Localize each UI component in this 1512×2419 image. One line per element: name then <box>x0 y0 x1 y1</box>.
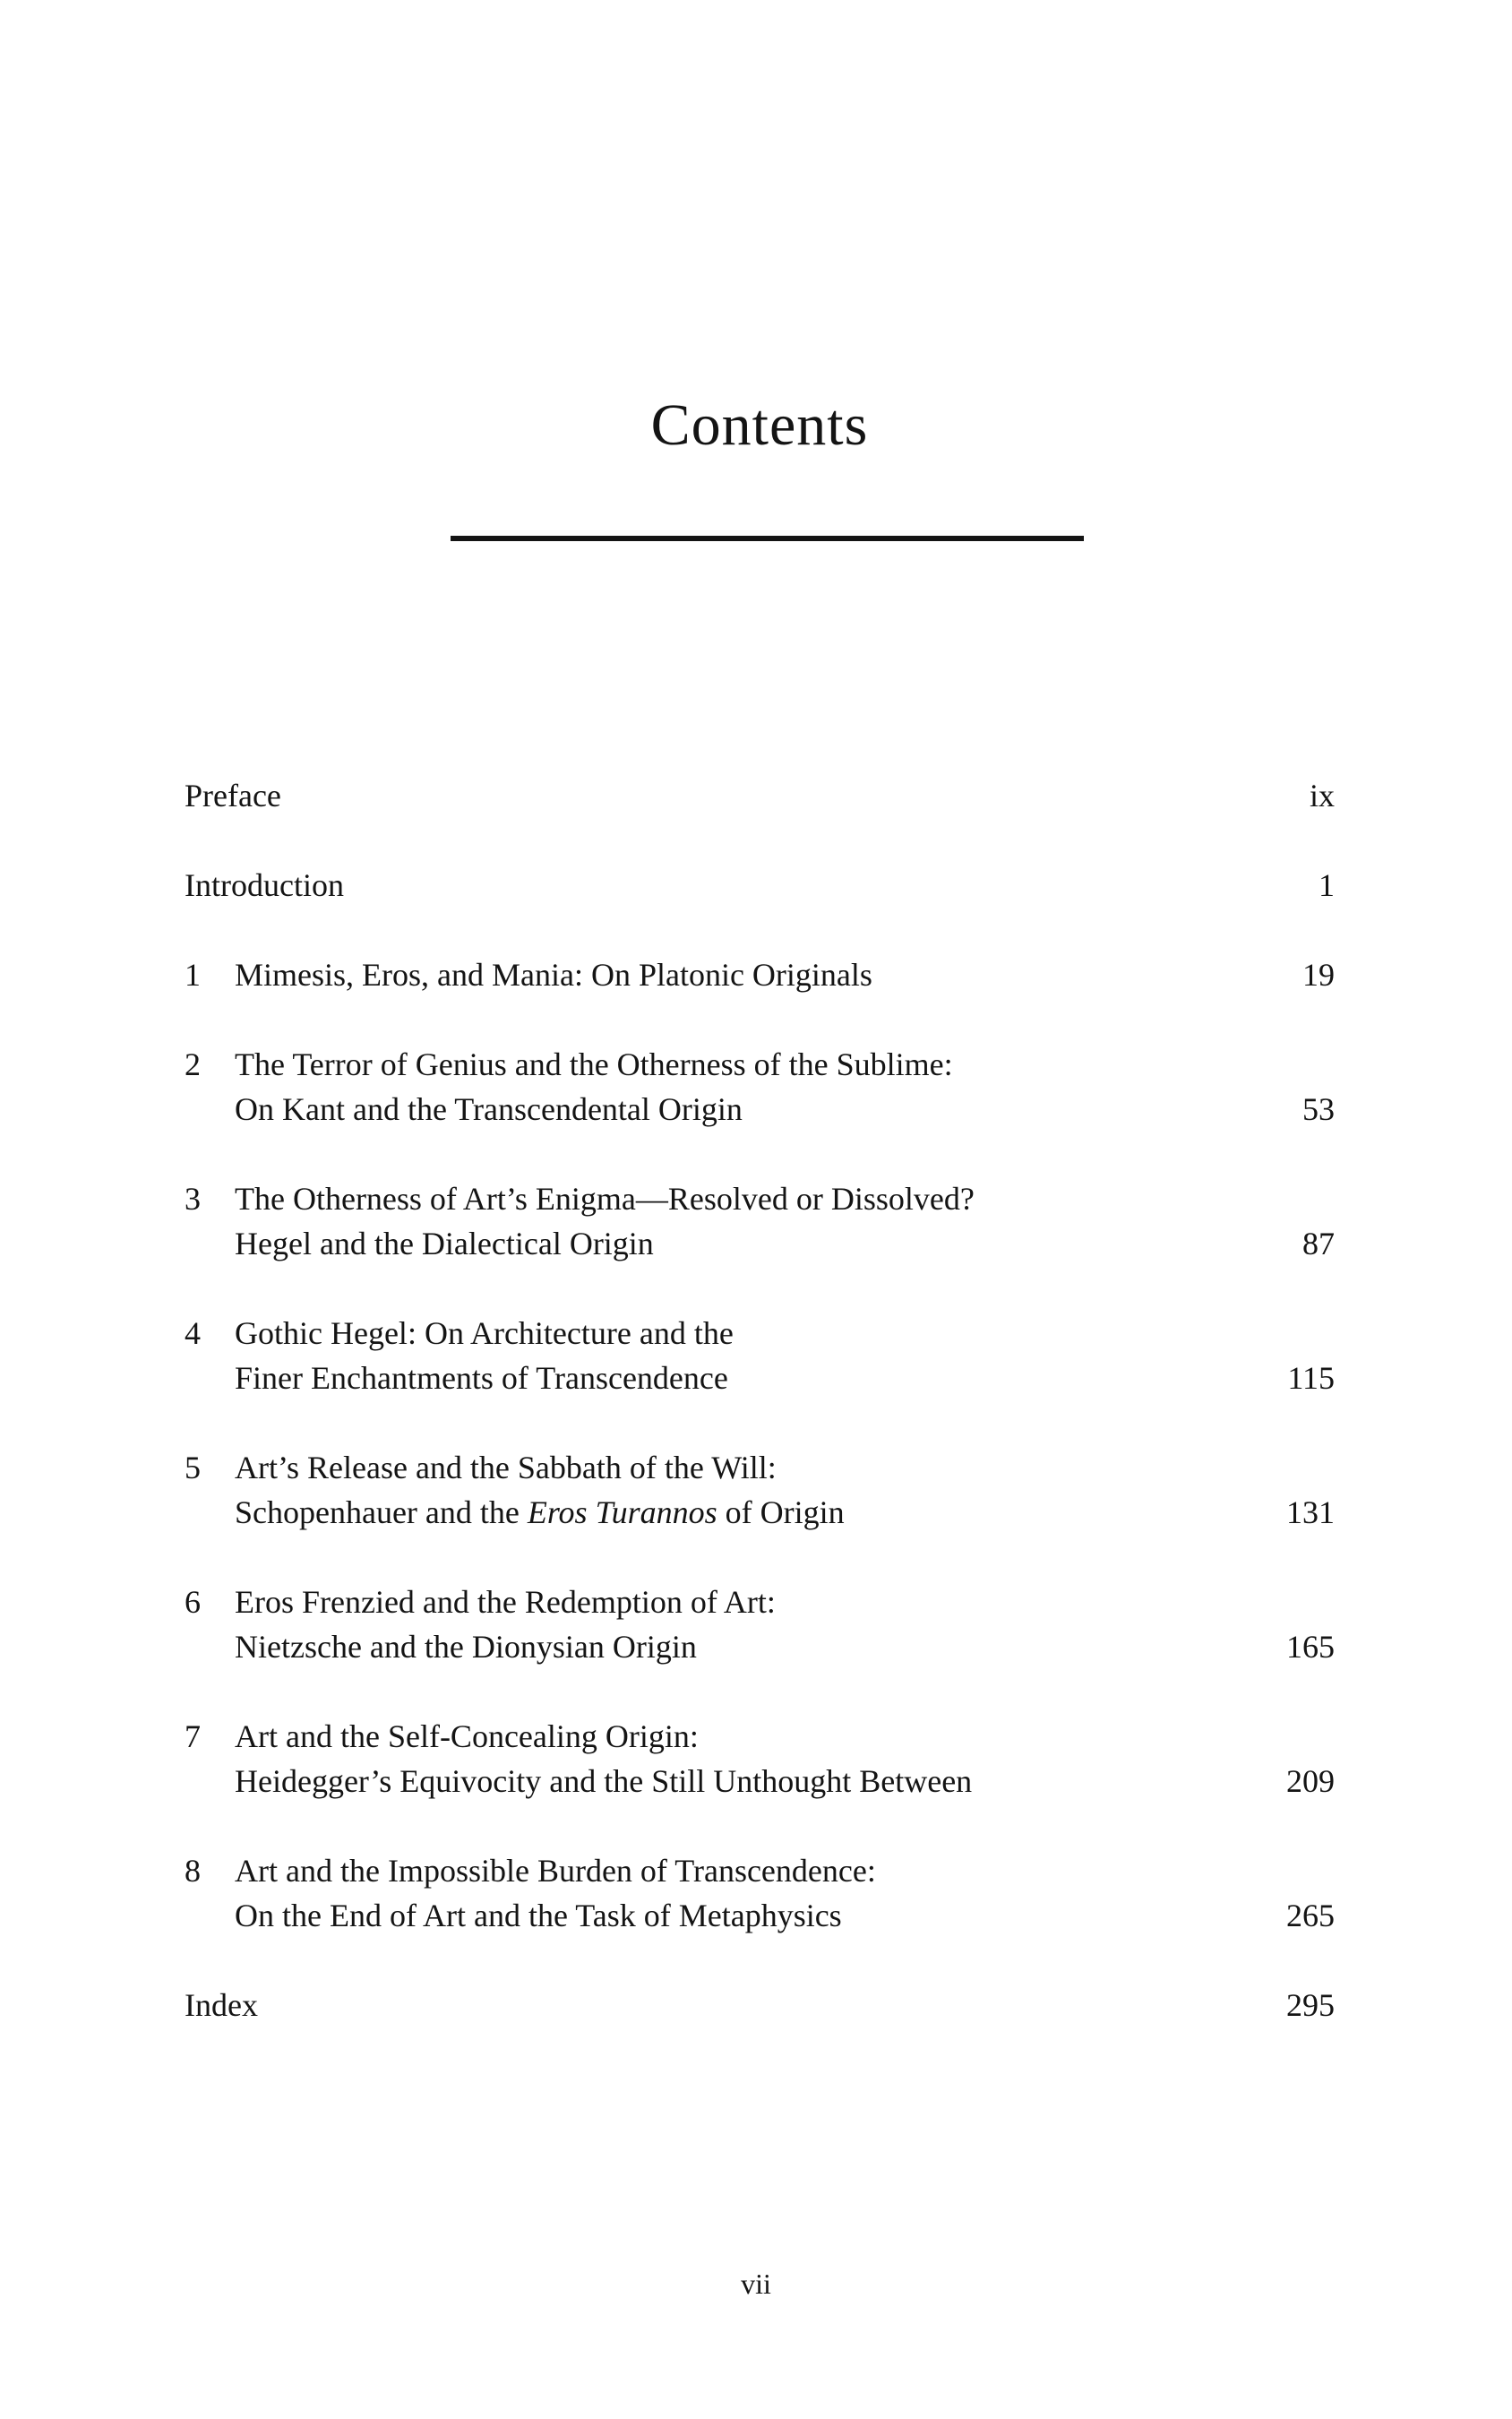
entry-title <box>235 1848 1236 1938</box>
entry-page-number: 265 <box>1286 1898 1335 1933</box>
toc-entry <box>185 1714 1335 1803</box>
entry-title-line <box>235 1848 1236 1893</box>
entry-title <box>235 1311 1236 1400</box>
entry-title-line <box>185 863 1236 908</box>
toc-entry <box>185 1042 1335 1132</box>
entry-title-line <box>235 1759 1236 1803</box>
toc-entry <box>185 952 1335 997</box>
title-text: Nietzsche and the Dionysian Origin <box>235 1629 697 1665</box>
entry-title-line <box>235 1042 1236 1087</box>
entry-title-line <box>235 1490 1236 1535</box>
toc-list <box>185 773 1335 2027</box>
entry-title-line <box>185 773 1236 818</box>
title-text: On Kant and the Transcendental Origin <box>235 1091 743 1127</box>
entry-page-number: 1 <box>1319 867 1335 903</box>
chapter-number: 3 <box>185 1181 201 1217</box>
toc-entry <box>185 1983 1335 2027</box>
chapter-number: 5 <box>185 1450 201 1485</box>
title-text: Index <box>185 1987 258 2023</box>
title-rule <box>451 536 1084 541</box>
entry-page-number: 19 <box>1302 957 1335 993</box>
toc-entry <box>185 1445 1335 1535</box>
title-text: Preface <box>185 778 281 814</box>
toc-entry <box>185 863 1335 908</box>
entry-title <box>235 1714 1236 1803</box>
entry-page-number: ix <box>1309 778 1335 814</box>
entry-title-line <box>235 1714 1236 1759</box>
toc-entry <box>185 1176 1335 1266</box>
toc-entry <box>185 1311 1335 1400</box>
title-text: Art’s Release and the Sabbath of the Will: <box>235 1450 777 1485</box>
entry-title <box>235 1445 1236 1535</box>
chapter-number: 7 <box>185 1718 201 1754</box>
entry-title-line <box>235 1580 1236 1624</box>
entry-page-number: 115 <box>1287 1360 1335 1396</box>
entry-page-number: 131 <box>1286 1494 1335 1530</box>
entry-page-number: 165 <box>1286 1629 1335 1665</box>
title-text: Heidegger’s Equivocity and the Still Unthought Between <box>235 1763 973 1799</box>
title-text: Mimesis, Eros, and Mania: On Platonic Originals <box>235 957 872 993</box>
entry-title-line <box>235 1356 1236 1400</box>
entry-title-line <box>235 1311 1236 1356</box>
entry-title-line <box>185 1983 1236 2027</box>
title-text: Schopenhauer and the <box>235 1494 528 1530</box>
chapter-number: 4 <box>185 1315 201 1351</box>
chapter-number: 1 <box>185 957 201 993</box>
page-folio-number: vii <box>741 2268 771 2300</box>
entry-title <box>235 1580 1236 1669</box>
entry-title <box>235 952 1236 997</box>
entry-title <box>185 773 1236 818</box>
entry-page-number: 87 <box>1302 1226 1335 1261</box>
title-text: Hegel and the Dialectical Origin <box>235 1226 654 1261</box>
chapter-number: 6 <box>185 1584 201 1620</box>
entry-title <box>185 1983 1236 2027</box>
entry-title-line <box>235 1221 1236 1266</box>
title-text: Art and the Self-Concealing Origin: <box>235 1718 699 1754</box>
entry-page-number: 295 <box>1286 1987 1335 2023</box>
toc-entry <box>185 1580 1335 1669</box>
entry-title <box>185 863 1236 908</box>
chapter-number: 2 <box>185 1046 201 1082</box>
entry-title-line <box>235 1893 1236 1938</box>
entry-title-line <box>235 1087 1236 1132</box>
entry-title <box>235 1176 1236 1266</box>
title-text: Finer Enchantments of Transcendence <box>235 1360 728 1396</box>
title-text: Introduction <box>185 867 344 903</box>
italic-phrase: Eros Turannos <box>527 1494 717 1530</box>
title-text: Gothic Hegel: On Architecture and the <box>235 1315 734 1351</box>
title-text: The Terror of Genius and the Otherness of the Sublime: <box>235 1046 953 1082</box>
entry-title-line <box>235 1445 1236 1490</box>
toc-entry <box>185 773 1335 818</box>
entry-page-number: 53 <box>1302 1091 1335 1127</box>
toc-entry <box>185 1848 1335 1938</box>
page-title: Contents <box>650 392 869 458</box>
title-text: Art and the Impossible Burden of Transcendence: <box>235 1853 876 1889</box>
title-text: Eros Frenzied and the Redemption of Art: <box>235 1584 776 1620</box>
title-text: On the End of Art and the Task of Metaphysics <box>235 1898 842 1933</box>
entry-title <box>235 1042 1236 1132</box>
entry-title-line <box>235 1624 1236 1669</box>
entry-page-number: 209 <box>1286 1763 1335 1799</box>
chapter-number: 8 <box>185 1853 201 1889</box>
entry-title-line <box>235 952 1236 997</box>
title-text: of Origin <box>717 1494 845 1530</box>
entry-title-line <box>235 1176 1236 1221</box>
title-text: The Otherness of Art’s Enigma—Resolved or Dissolved? <box>235 1181 975 1217</box>
